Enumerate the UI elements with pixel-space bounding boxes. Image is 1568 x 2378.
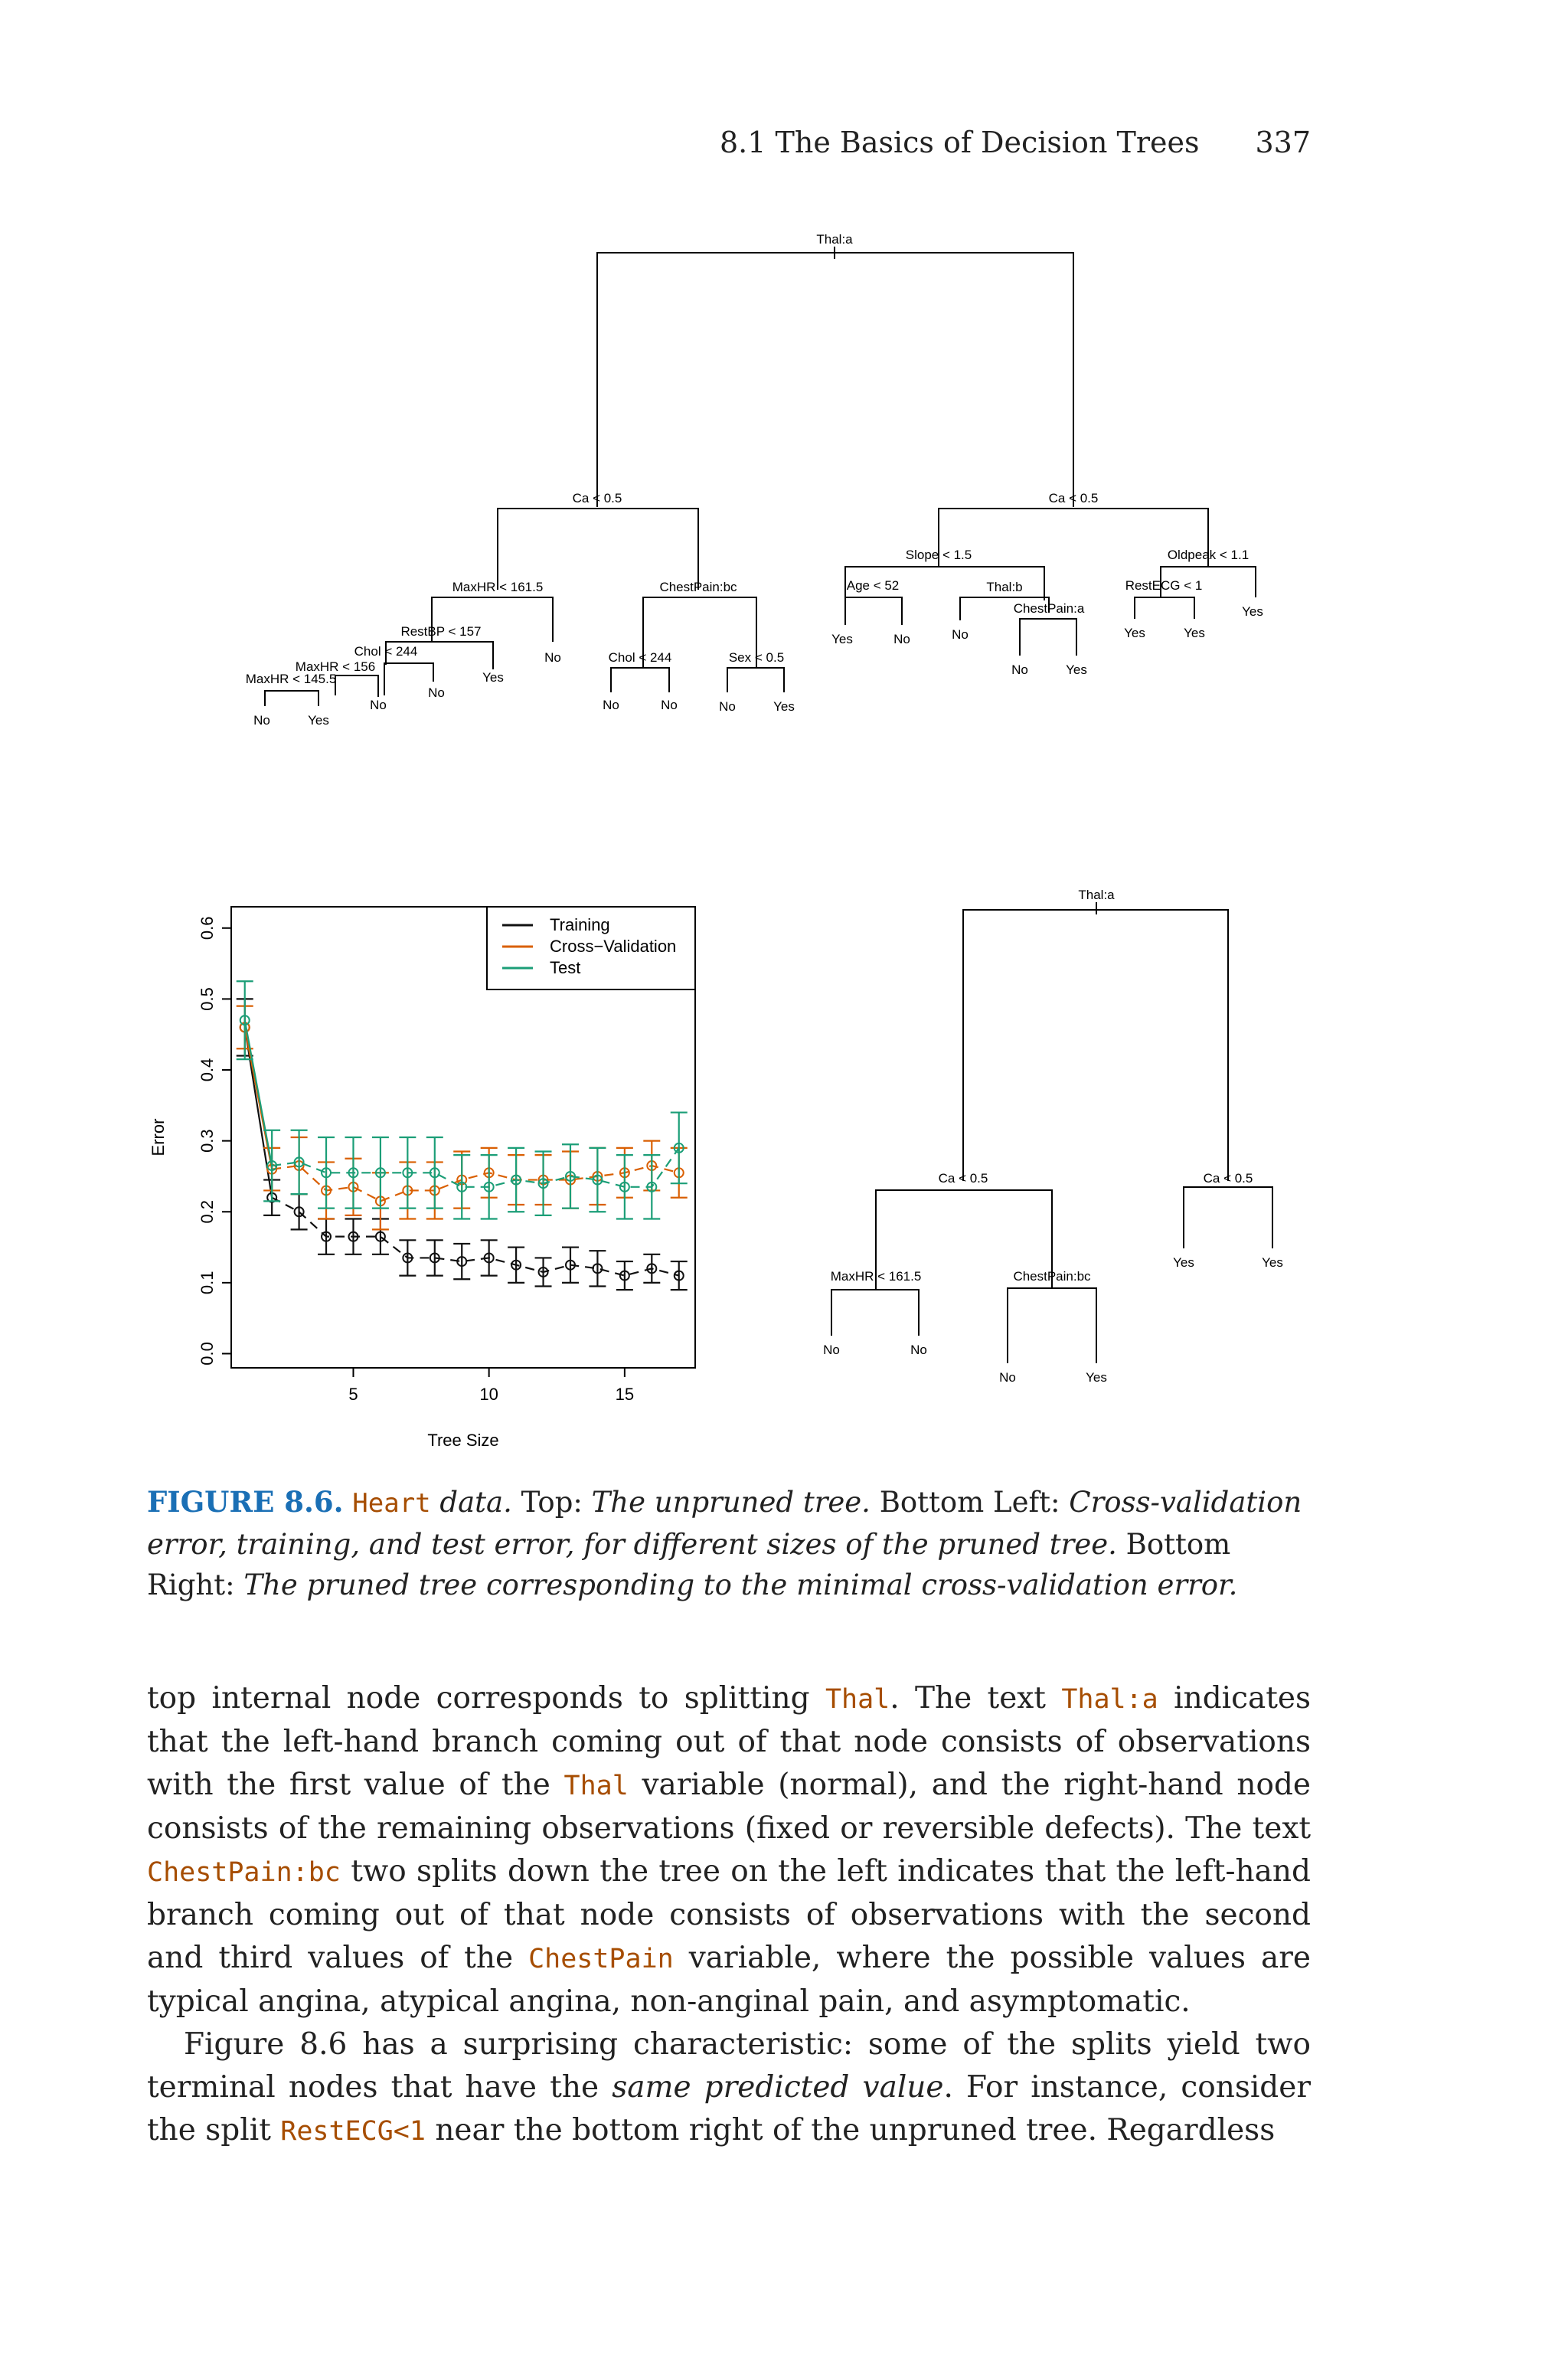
- pruned-leaf: No: [999, 1370, 1016, 1385]
- figure-label: FIGURE 8.6.: [147, 1485, 344, 1519]
- caption-text: Bottom Left:: [870, 1486, 1070, 1519]
- pruned-node-maxhr: MaxHR < 161.5: [830, 1269, 922, 1284]
- pruned-node-thal-a: Thal:a: [1078, 888, 1115, 902]
- figure-caption: [147, 1482, 1311, 1605]
- node-sex: Sex < 0.5: [728, 650, 785, 665]
- leaf: Yes: [482, 670, 504, 685]
- leaf: Yes: [1184, 626, 1205, 640]
- leaf: No: [603, 698, 619, 712]
- pruned-node-ca-right: Ca < 0.5: [1203, 1171, 1253, 1186]
- node-restecg: RestECG < 1: [1125, 578, 1203, 593]
- leaf: No: [253, 713, 270, 728]
- node-thal-a: Thal:a: [816, 232, 853, 247]
- pruned-tree: [0, 881, 1568, 1402]
- leaf: Yes: [831, 632, 853, 646]
- node-thal-b: Thal:b: [986, 580, 1023, 594]
- node-oldpeak: Oldpeak < 1.1: [1167, 548, 1250, 562]
- y-axis-label: Error: [149, 1118, 168, 1156]
- y-tick-label: 0.0: [198, 1342, 217, 1366]
- pruned-leaf: Yes: [1173, 1255, 1194, 1270]
- leaf: No: [370, 698, 387, 712]
- y-tick-label: 0.6: [198, 916, 217, 940]
- section-title: 8.1 The Basics of Decision Trees: [720, 126, 1200, 159]
- node-age: Age < 52: [846, 578, 900, 593]
- y-tick-label: 0.5: [198, 987, 217, 1011]
- legend-test: Test: [550, 958, 581, 977]
- y-tick-label: 0.3: [198, 1129, 217, 1153]
- unpruned-tree: [0, 0, 1568, 766]
- pruned-leaf: No: [823, 1343, 840, 1357]
- pruned-node-ca-left: Ca < 0.5: [938, 1171, 988, 1186]
- paragraph: Figure 8.6 has a surprising characteristic: some of the splits yield two terminal nodes that have the same predicted value. For instance, consider the split RestECG<1 near the bottom right of the unpruned tree. Regardless: [147, 2027, 1311, 2147]
- leaf: No: [544, 650, 561, 665]
- node-ca-right: Ca < 0.5: [1048, 491, 1099, 505]
- node-slope: Slope < 1.5: [905, 548, 972, 562]
- page-number: 337: [1255, 126, 1311, 159]
- node-maxhr-161: MaxHR < 161.5: [452, 580, 544, 594]
- y-tick-label: 0.4: [198, 1058, 217, 1082]
- leaf: Yes: [1242, 604, 1263, 619]
- leaf: No: [893, 632, 910, 646]
- leaf: Yes: [773, 699, 795, 714]
- body-text: [147, 1677, 1311, 2153]
- x-tick-label: 5: [348, 1385, 358, 1404]
- leaf: Yes: [308, 713, 329, 728]
- x-axis-label: Tree Size: [427, 1431, 499, 1450]
- caption-text: data.: [430, 1486, 512, 1519]
- legend-cross-validation: Cross−Validation: [550, 937, 677, 956]
- node-maxhr-156: MaxHR < 156: [295, 659, 376, 674]
- legend-training: Training: [550, 915, 610, 934]
- caption-dataset: Heart: [352, 1488, 431, 1519]
- pruned-node-chestpain: ChestPain:bc: [1013, 1269, 1091, 1284]
- node-restbp: RestBP < 157: [400, 624, 482, 639]
- caption-text: Cross-validation error, training, and test error, for different sizes of the pruned tree.: [147, 1486, 1302, 1561]
- node-maxhr-145: MaxHR < 145.5: [245, 672, 337, 686]
- caption-text: The unpruned tree.: [591, 1486, 871, 1519]
- x-tick-label: 10: [479, 1385, 498, 1404]
- pruned-leaf: No: [910, 1343, 927, 1357]
- leaf: Yes: [1066, 662, 1087, 677]
- caption-text: The pruned tree corresponding to the minimal cross-validation error.: [243, 1568, 1238, 1601]
- paragraph: top internal node corresponds to splitting Thal. The text Thal:a indicates that the left-hand branch coming out of that node consists of observations with the first value of the Thal variable (normal), and the right-hand node consists of the remaining observations (fixed or reversible defects). The text ChestPain:bc two splits down the tree on the left indicates that the left-hand branch coming out of that node consists of observations with the second and third values of the ChestPain variable, where the possible values are typical angina, atypical angina, non-anginal pain, and asymptomatic.: [147, 1681, 1312, 2019]
- node-chol-244b: Chol < 244: [608, 650, 672, 665]
- node-chestpain-a: ChestPain:a: [1013, 601, 1085, 616]
- node-chestpain-bc: ChestPain:bc: [659, 580, 737, 594]
- leaf: No: [1011, 662, 1028, 677]
- node-ca-left: Ca < 0.5: [572, 491, 622, 505]
- leaf: No: [428, 685, 445, 700]
- caption-text: Top:: [511, 1486, 592, 1519]
- x-tick-label: 15: [615, 1385, 635, 1404]
- pruned-leaf: Yes: [1086, 1370, 1107, 1385]
- leaf: Yes: [1124, 626, 1145, 640]
- leaf: No: [661, 698, 678, 712]
- y-tick-label: 0.2: [198, 1199, 217, 1224]
- y-tick-label: 0.1: [198, 1271, 217, 1295]
- caption-text: Bottom Right:: [147, 1528, 1231, 1601]
- leaf: No: [952, 627, 969, 642]
- pruned-leaf: Yes: [1262, 1255, 1283, 1270]
- leaf: No: [719, 699, 736, 714]
- node-chol-244a: Chol < 244: [354, 644, 418, 659]
